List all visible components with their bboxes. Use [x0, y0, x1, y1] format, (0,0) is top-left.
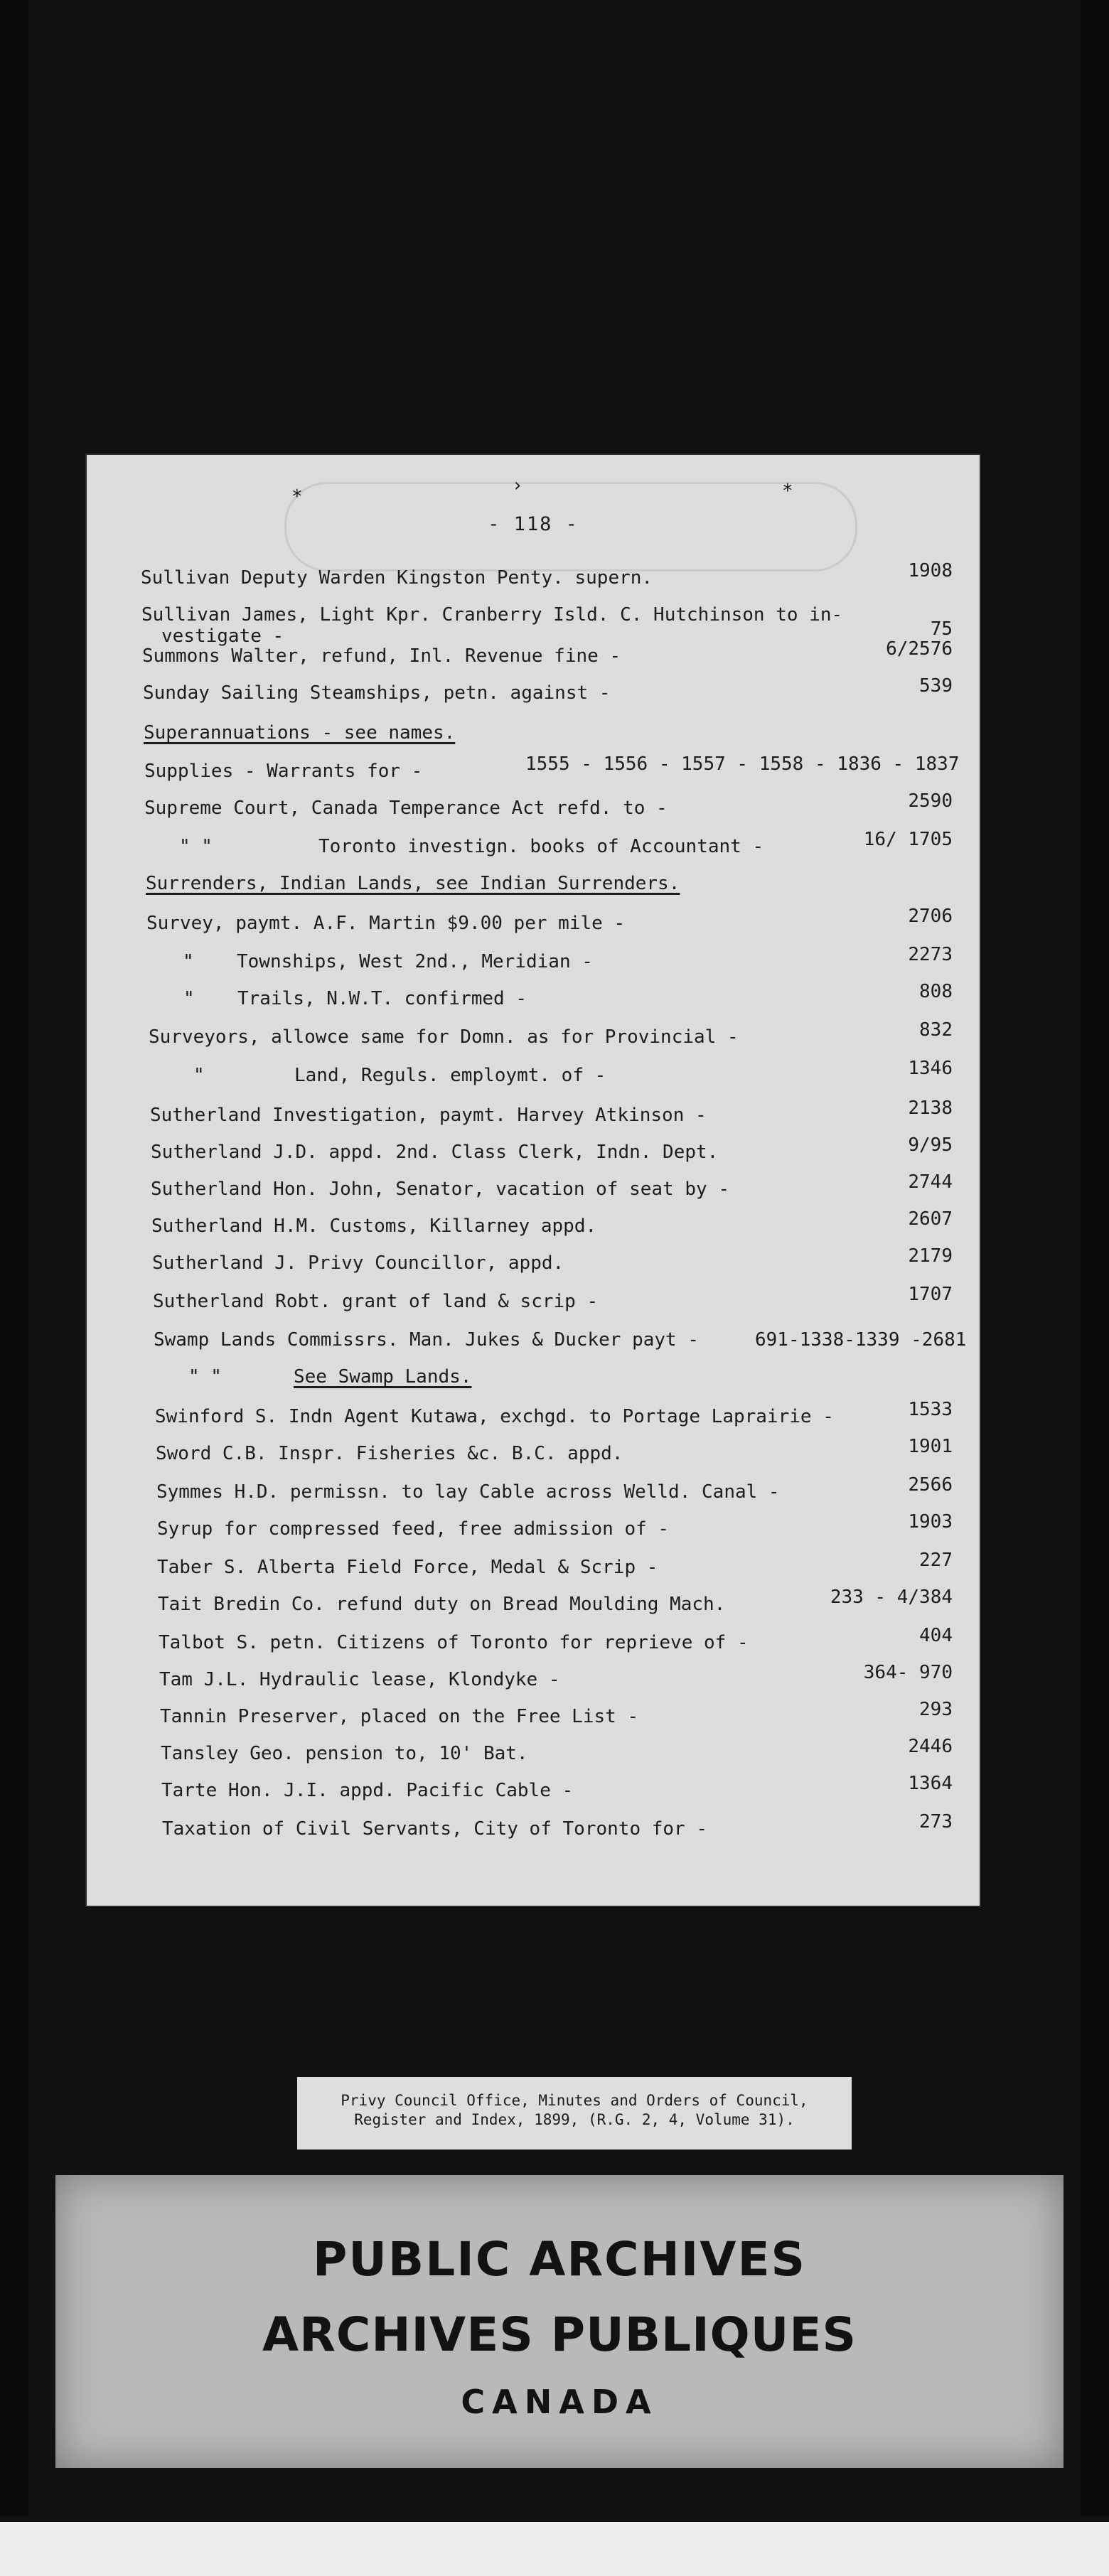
- entry-text: See Swamp Lands.: [294, 1366, 472, 1388]
- entry-ref-list: 1555 - 1556 - 1557 - 1558 - 1836 - 1837: [525, 753, 960, 775]
- entry-text: Tannin Preserver, placed on the Free List -: [160, 1706, 639, 1727]
- index-entry: [161, 1736, 953, 1777]
- archives-title-en: PUBLIC ARCHIVES: [312, 2232, 807, 2287]
- reference-label-card: [297, 2077, 852, 2150]
- entry-text: Sutherland Robt. grant of land & scrip -: [153, 1291, 599, 1312]
- entry-text: Supreme Court, Canada Temperance Act refd. to -: [144, 798, 668, 819]
- entry-text: Land, Reguls. employmt. of -: [294, 1065, 606, 1086]
- entry-text: Sullivan James, Light Kpr. Cranberry Isld. C. Hutchinson to in-: [141, 604, 843, 626]
- index-entry: [158, 1587, 953, 1628]
- entry-ref: 2607: [908, 1208, 953, 1230]
- index-entry: [145, 829, 953, 870]
- index-entry: [162, 1811, 953, 1852]
- index-entry: [141, 604, 953, 647]
- index-entry: [151, 1208, 953, 1250]
- entry-text: Tansley Geo. pension to, 10' Bat.: [161, 1743, 528, 1764]
- index-entry: [155, 1399, 953, 1440]
- entry-text: Survey, paymt. A.F. Martin $9.00 per mile -: [146, 913, 626, 934]
- label-line: Privy Council Office, Minutes and Orders of Council,: [341, 2092, 808, 2109]
- entry-text: Summons Walter, refund, Inl. Revenue fine -: [142, 645, 621, 667]
- entry-ref: 233 - 4/384: [830, 1587, 953, 1608]
- entry-ref: 2566: [908, 1474, 953, 1496]
- entry-ref: 1364: [908, 1773, 953, 1794]
- index-entry: [151, 1171, 953, 1213]
- index-entry: [159, 1662, 953, 1703]
- index-entry: [146, 906, 953, 947]
- film-edge-left: [0, 0, 28, 2516]
- index-entry: [152, 1245, 953, 1287]
- index-entry-heading: [144, 722, 953, 756]
- archives-title-fr: ARCHIVES PUBLIQUES: [262, 2307, 857, 2362]
- entry-text: Sutherland J.D. appd. 2nd. Class Clerk, Indn. Dept.: [151, 1142, 719, 1163]
- entry-text: Townships, West 2nd., Meridian -: [237, 951, 593, 972]
- entry-text: Tait Bredin Co. refund duty on Bread Moulding Mach.: [158, 1594, 726, 1615]
- entry-ref: 808: [919, 981, 953, 1002]
- entry-ref-list: 691-1338-1339 -2681: [755, 1329, 967, 1351]
- entry-text: Trails, N.W.T. confirmed -: [237, 988, 527, 1009]
- index-entry: [154, 1366, 953, 1400]
- entry-ref: 1903: [908, 1511, 953, 1533]
- ditto-mark: ": [183, 988, 195, 1009]
- entry-text: Swinford S. Indn Agent Kutawa, exchgd. to Portage Laprairie -: [155, 1406, 834, 1427]
- entry-ref: 1346: [908, 1058, 953, 1079]
- entry-text: Sutherland J. Privy Councillor, appd.: [152, 1252, 564, 1274]
- entry-continuation: vestigate -: [161, 626, 284, 647]
- index-entry: [144, 790, 953, 832]
- entry-text: Taber S. Alberta Field Force, Medal & Scrip -: [157, 1557, 658, 1578]
- entry-text: Tarte Hon. J.I. appd. Pacific Cable -: [161, 1780, 574, 1801]
- index-entry: [159, 1625, 953, 1666]
- index-entry: [160, 1699, 953, 1740]
- entry-ref: 1901: [908, 1436, 953, 1457]
- film-edge-right: [1081, 0, 1109, 2516]
- ditto-mark: ": [183, 951, 194, 972]
- index-entry: [147, 944, 953, 985]
- index-entry: [149, 1058, 953, 1099]
- index-entry: [150, 1098, 953, 1139]
- entry-ref: 2273: [908, 944, 953, 965]
- index-entry-heading: [146, 873, 953, 907]
- index-entry: [149, 1019, 953, 1061]
- label-line: Register and Index, 1899, (R.G. 2, 4, Volume 31).: [354, 2111, 795, 2128]
- index-entry: [144, 753, 960, 795]
- entry-ref: 832: [919, 1019, 953, 1041]
- entry-text: Sword C.B. Inspr. Fisheries &c. B.C. appd.: [156, 1443, 623, 1464]
- entry-text: Sutherland Hon. John, Senator, vacation of seat by -: [151, 1179, 729, 1200]
- entry-text: Toronto investign. books of Accountant -: [318, 836, 764, 857]
- page-number: - 118 -: [488, 513, 579, 535]
- index-entry: [153, 1284, 953, 1325]
- punch-mark: *: [782, 481, 793, 502]
- index-entry: [161, 1773, 953, 1814]
- entry-ref: 2138: [908, 1098, 953, 1119]
- entry-ref: 2706: [908, 906, 953, 927]
- entry-text: Talbot S. petn. Citizens of Toronto for reprieve of -: [159, 1632, 749, 1653]
- index-entry: [148, 981, 953, 1022]
- archives-country: CANADA: [461, 2383, 658, 2421]
- index-entry: [141, 560, 953, 601]
- index-entry: [156, 1436, 953, 1477]
- punch-mark: ›: [512, 475, 523, 496]
- index-entry: [151, 1134, 953, 1176]
- entry-ref: 2744: [908, 1171, 953, 1193]
- entry-ref: 6/2576: [886, 638, 953, 660]
- entry-ref: 1908: [908, 560, 953, 581]
- index-entry: [157, 1511, 953, 1552]
- entry-text: Sutherland Investigation, paymt. Harvey Atkinson -: [150, 1105, 707, 1126]
- entry-ref: 2179: [908, 1245, 953, 1267]
- index-entry: [156, 1474, 953, 1515]
- entry-text: Taxation of Civil Servants, City of Toronto for -: [162, 1818, 708, 1840]
- entry-text: Sutherland H.M. Customs, Killarney appd.: [151, 1215, 597, 1237]
- entry-text: Syrup for compressed feed, free admission of -: [157, 1518, 670, 1540]
- entry-ref: 404: [919, 1625, 953, 1646]
- entry-text: Tam J.L. Hydraulic lease, Klondyke -: [159, 1669, 560, 1690]
- index-entry: [143, 675, 953, 717]
- bottom-strip: [0, 2522, 1109, 2576]
- entry-ref: 1707: [908, 1284, 953, 1305]
- entry-text: Surrenders, Indian Lands, see Indian Surrenders.: [146, 873, 680, 894]
- entry-ref: 227: [919, 1550, 953, 1571]
- entry-text: Sullivan Deputy Warden Kingston Penty. supern.: [141, 567, 653, 589]
- index-page: [85, 454, 981, 1907]
- entry-text: Supplies - Warrants for -: [144, 761, 423, 782]
- ditto-mark: " ": [179, 836, 213, 857]
- entry-ref: 16/ 1705: [863, 829, 953, 850]
- entry-ref: 75: [930, 618, 953, 640]
- punch-mark: *: [291, 486, 303, 508]
- entry-text: Sunday Sailing Steamships, petn. against -: [143, 682, 611, 704]
- entry-text: Superannuations - see names.: [144, 722, 456, 744]
- index-entries: [85, 454, 981, 1907]
- entry-text: Swamp Lands Commissrs. Man. Jukes & Ducker payt -: [154, 1329, 700, 1351]
- entry-ref: 364- 970: [863, 1662, 953, 1683]
- entry-ref: 273: [919, 1811, 953, 1832]
- entry-ref: 2446: [908, 1736, 953, 1757]
- entry-ref: 2590: [908, 790, 953, 812]
- entry-ref: 1533: [908, 1399, 953, 1420]
- index-entry: [142, 638, 953, 680]
- index-entry: [154, 1329, 967, 1363]
- ditto-mark: " ": [188, 1366, 222, 1388]
- entry-ref: 539: [919, 675, 953, 697]
- entry-text: Symmes H.D. permissn. to lay Cable across Welld. Canal -: [156, 1481, 780, 1503]
- archives-board: [55, 2175, 1064, 2468]
- index-entry: [157, 1550, 953, 1591]
- entry-ref: 293: [919, 1699, 953, 1720]
- ditto-mark: ": [193, 1065, 205, 1086]
- entry-ref: 9/95: [908, 1134, 953, 1156]
- entry-text: Surveyors, allowce same for Domn. as for Provincial -: [149, 1026, 739, 1048]
